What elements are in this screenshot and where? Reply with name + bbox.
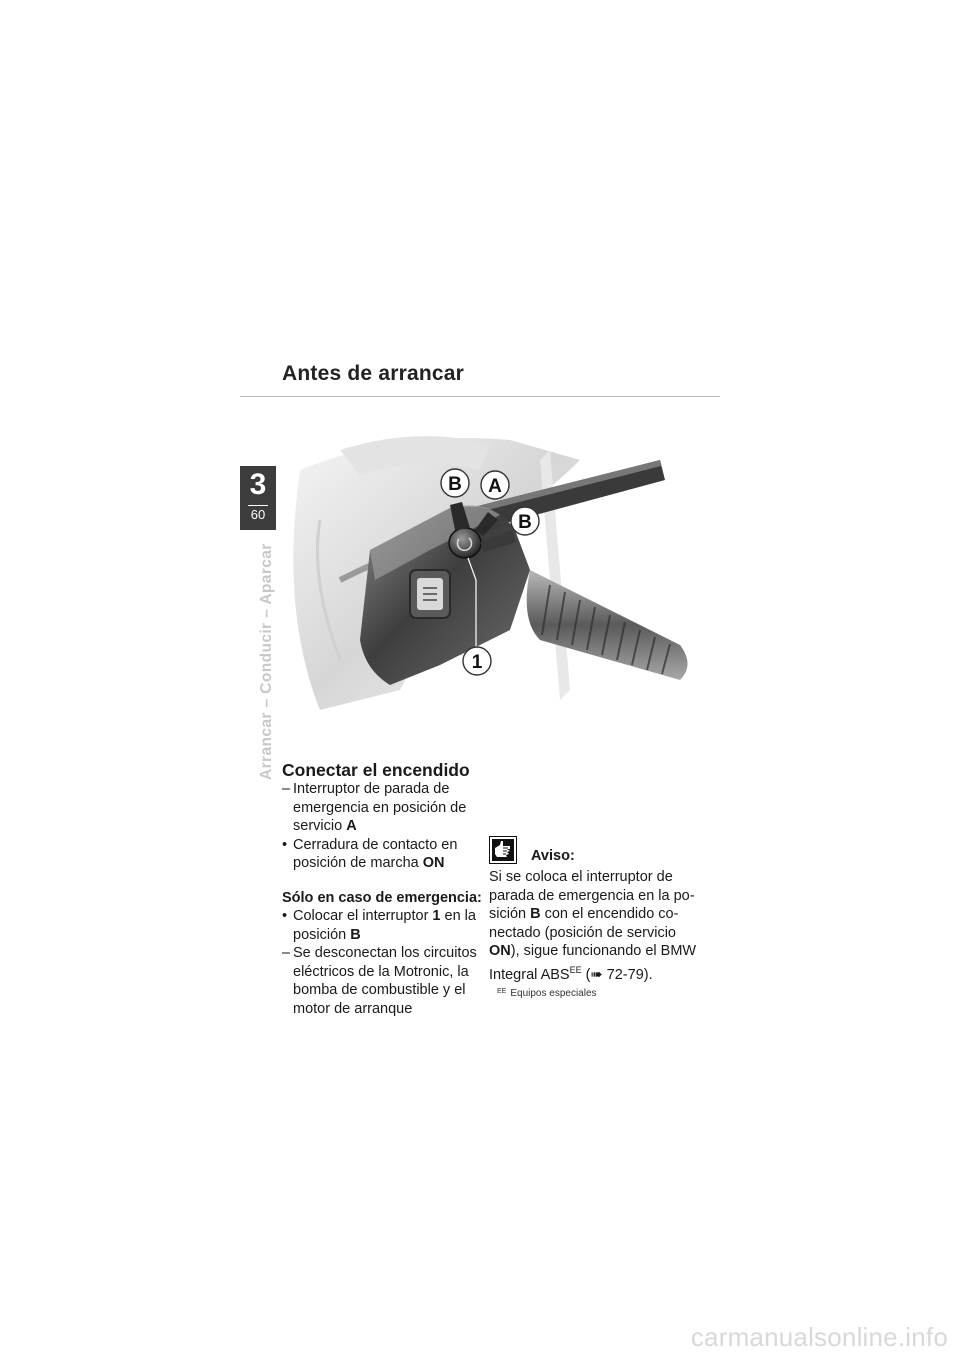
- callout-a: [481, 471, 509, 499]
- chapter-tab: [240, 466, 276, 530]
- note-hand-icon: [489, 836, 517, 864]
- watermark: carmanualsonline.info: [690, 1322, 948, 1352]
- callout-b-top: [441, 469, 469, 497]
- list-marker: •: [282, 908, 288, 924]
- footnote-ref: EE: [569, 964, 582, 975]
- step-bold: ON: [422, 855, 445, 871]
- svg-text:B: B: [518, 512, 532, 533]
- step-bold: B: [350, 926, 361, 943]
- note-text: Si se coloca el interruptor de parada de emergencia en la po-sición B con el encendido co-nectado (posición de servicio ON), sigue funcionando el BMW Integral $ABS^{EE}$ (➠ 72-79).: [489, 869, 697, 983]
- footnote-text: Equipos especiales: [510, 988, 597, 999]
- footnote: [497, 988, 597, 999]
- svg-text:1: 1: [471, 652, 483, 673]
- handlebar-switch-illustration: [280, 430, 720, 720]
- list-marker: –: [282, 945, 291, 961]
- chapter-side-label: Arrancar – Conducir – Aparcar: [258, 543, 275, 780]
- page-title: Antes de arrancar: [282, 362, 464, 385]
- step-text: Interruptor de parada de emergencia en posición de servicio: [293, 781, 467, 834]
- step-text: Se desconectan los circuitos eléctricos de la Motronic, la bomba de combustible y el motor de arranque: [293, 945, 477, 1017]
- svg-text:A: A: [488, 476, 502, 497]
- page-number: 60: [250, 507, 266, 522]
- list-marker: –: [282, 781, 291, 797]
- note-label: Aviso:: [531, 848, 575, 864]
- note-box: [489, 832, 704, 984]
- step-text: en la posición: [293, 908, 476, 943]
- list-item: [282, 944, 492, 1018]
- ignition-steps: [282, 780, 492, 873]
- emergency-steps: [282, 907, 492, 1018]
- step-bold: A: [346, 818, 357, 834]
- page-ref-arrow-icon: ➠: [590, 966, 603, 983]
- chapter-number: 3: [249, 468, 267, 501]
- svg-text:B: B: [448, 474, 462, 495]
- section-heading: Conectar el encendido: [282, 760, 470, 780]
- list-item: [282, 836, 492, 873]
- note-header: [489, 832, 704, 864]
- list-item: [282, 907, 492, 944]
- list-marker: •: [282, 836, 288, 853]
- list-item: [282, 780, 492, 836]
- title-divider: [240, 396, 720, 397]
- instructions-column: [282, 760, 492, 1018]
- emergency-heading: Sólo en caso de emergencia:: [282, 889, 482, 906]
- step-text: Cerradura de contacto en posición de marcha: [293, 836, 458, 871]
- chapter-divider: [248, 505, 268, 506]
- callout-1: [463, 647, 491, 675]
- callout-b-right: [511, 507, 539, 535]
- step-bold: 1: [432, 908, 441, 924]
- footnote-mark: EE: [497, 988, 507, 995]
- step-text: Colocar el interruptor: [293, 908, 433, 924]
